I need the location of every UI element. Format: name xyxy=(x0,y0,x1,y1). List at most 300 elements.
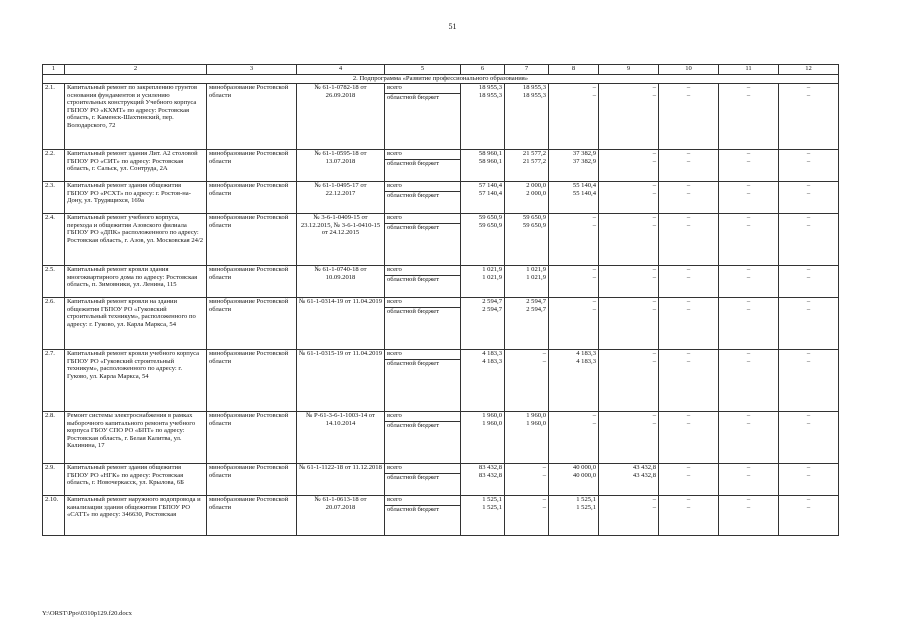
funding-source xyxy=(385,464,461,496)
amount-cell xyxy=(719,350,779,412)
funding-total-label: всего xyxy=(387,496,402,503)
amount-cell xyxy=(461,214,505,266)
amount-total: – xyxy=(686,298,691,305)
amount-regional: – xyxy=(686,419,691,427)
amount-regional: 2 594,7 xyxy=(526,305,546,313)
amount-total: – xyxy=(592,298,596,305)
amount-cell xyxy=(719,214,779,266)
object-name: Капитальный ремонт кровли здания многоквартирного дома по адресу: Ростовская область, п. Зимовники, ул. Ленина, 115 xyxy=(65,266,207,298)
responsible-org: минобразование Ростовской области xyxy=(207,150,297,182)
amount-total: 1 525,1 xyxy=(482,496,502,503)
amount-total: – xyxy=(686,214,691,221)
amount-total: – xyxy=(806,298,811,305)
amount-cell xyxy=(505,214,549,266)
amount-cell xyxy=(461,298,505,350)
funding-regional-label: областной бюджет xyxy=(385,275,460,284)
funding-regional-label: областной бюджет xyxy=(385,159,460,168)
amount-cell xyxy=(599,150,659,182)
funding-regional-label: областной бюджет xyxy=(385,307,460,316)
amount-total: – xyxy=(806,182,811,189)
amount-regional: 4 183,3 xyxy=(576,357,596,365)
responsible-org: минобразование Ростовской области xyxy=(207,412,297,464)
expertise-doc: № 61-1-0595-18 от 13.07.2018 xyxy=(297,150,385,182)
funding-source xyxy=(385,266,461,298)
section-title: 2. Подпрограмма «Развитие профессионального образования» xyxy=(43,75,839,84)
amount-total: – xyxy=(686,182,691,189)
col-header: 6 xyxy=(461,65,505,75)
amount-cell xyxy=(461,266,505,298)
amount-cell xyxy=(549,464,599,496)
amount-total: – xyxy=(806,150,811,157)
amount-regional: – xyxy=(686,189,691,197)
row-number: 2.2. xyxy=(43,150,65,182)
amount-regional: 1 960,0 xyxy=(526,419,546,427)
amount-cell xyxy=(779,214,839,266)
table-row xyxy=(43,150,839,182)
amount-total: – xyxy=(746,298,751,305)
amount-total: 1 960,0 xyxy=(526,412,546,419)
amount-total: 18 955,3 xyxy=(478,84,502,91)
amount-cell xyxy=(659,214,719,266)
amount-regional: – xyxy=(806,305,811,313)
amount-cell xyxy=(719,412,779,464)
amount-regional: – xyxy=(542,503,546,511)
amount-cell xyxy=(719,298,779,350)
amount-regional: – xyxy=(592,273,596,281)
expertise-doc: № 3-6-1-0409-15 от 23.12.2015, № 3-6-1-0410-15 от 24.12.2015 xyxy=(297,214,385,266)
amount-regional: – xyxy=(686,221,691,229)
funding-total-label: всего xyxy=(387,266,402,273)
amount-total: – xyxy=(652,298,656,305)
funding-source xyxy=(385,182,461,214)
expertise-doc: № 61-1-0740-18 от 10.09.2018 xyxy=(297,266,385,298)
amount-regional: – xyxy=(652,221,656,229)
amount-total: – xyxy=(686,350,691,357)
amount-cell xyxy=(779,150,839,182)
amount-total: – xyxy=(806,266,811,273)
amount-regional: – xyxy=(652,419,656,427)
table-row xyxy=(43,214,839,266)
amount-cell xyxy=(719,84,779,150)
amount-cell xyxy=(549,266,599,298)
funding-total-label: всего xyxy=(387,298,402,305)
amount-cell xyxy=(779,350,839,412)
funding-regional-label: областной бюджет xyxy=(385,93,460,102)
amount-regional: – xyxy=(652,305,656,313)
table-row xyxy=(43,266,839,298)
amount-total: 2 594,7 xyxy=(482,298,502,305)
col-header: 8 xyxy=(549,65,599,75)
amount-regional: – xyxy=(652,189,656,197)
object-name: Капитальный ремонт здания общежития ГБПОУ РО «РСХТ» по адресу: г. Ростов-на-Дону, ул. Трудящихся, 169а xyxy=(65,182,207,214)
amount-total: – xyxy=(746,350,751,357)
amount-total: – xyxy=(686,464,691,471)
object-name: Капитальный ремонт кровли учебного корпуса ГБПОУ РО «Гуковский строительный техникум», расположенного по адресу: г. Гуково, ул. Карла Маркса, 54 xyxy=(65,350,207,412)
funding-source xyxy=(385,214,461,266)
funding-source xyxy=(385,150,461,182)
amount-total: – xyxy=(652,84,656,91)
amount-cell xyxy=(549,298,599,350)
amount-total: – xyxy=(806,412,811,419)
amount-cell xyxy=(505,496,549,536)
amount-total: 58 960,1 xyxy=(478,150,502,157)
funding-regional-label: областной бюджет xyxy=(385,191,460,200)
amount-total: – xyxy=(542,496,546,503)
col-header: 4 xyxy=(297,65,385,75)
amount-regional: 40 000,0 xyxy=(572,471,596,479)
funding-regional-label: областной бюджет xyxy=(385,473,460,482)
row-number: 2.1. xyxy=(43,84,65,150)
amount-regional: – xyxy=(592,305,596,313)
amount-regional: – xyxy=(806,419,811,427)
expertise-doc: № 61-1-0314-19 от 11.04.2019 xyxy=(297,298,385,350)
amount-cell xyxy=(599,464,659,496)
amount-cell xyxy=(719,266,779,298)
amount-total: – xyxy=(542,464,546,471)
amount-regional: – xyxy=(746,273,751,281)
amount-cell xyxy=(549,150,599,182)
amount-cell xyxy=(549,214,599,266)
amount-total: – xyxy=(806,350,811,357)
amount-cell xyxy=(549,84,599,150)
amount-regional: – xyxy=(746,503,751,511)
funding-source xyxy=(385,350,461,412)
amount-regional: 4 183,3 xyxy=(482,357,502,365)
amount-total: – xyxy=(592,266,596,273)
amount-total: – xyxy=(686,266,691,273)
amount-regional: – xyxy=(746,157,751,165)
amount-total: 4 183,3 xyxy=(482,350,502,357)
responsible-org: минобразование Ростовской области xyxy=(207,496,297,536)
amount-total: – xyxy=(806,214,811,221)
amount-regional: – xyxy=(746,305,751,313)
amount-regional: – xyxy=(652,503,656,511)
amount-cell xyxy=(461,150,505,182)
amount-regional: – xyxy=(746,91,751,99)
amount-total: – xyxy=(746,464,751,471)
object-name: Капитальный ремонт здания общежития ГБПОУ РО «НГК» по адресу: Ростовская область, г. Новочеркасск, ул. Крылова, 6Б xyxy=(65,464,207,496)
amount-total: – xyxy=(652,150,656,157)
amount-cell xyxy=(719,150,779,182)
amount-regional: – xyxy=(592,91,596,99)
funding-source xyxy=(385,298,461,350)
amount-regional: – xyxy=(652,91,656,99)
amount-cell xyxy=(719,464,779,496)
table-row xyxy=(43,350,839,412)
row-number: 2.6. xyxy=(43,298,65,350)
expertise-doc: № 61-1-0613-18 от 20.07.2018 xyxy=(297,496,385,536)
amount-total: – xyxy=(652,350,656,357)
amount-regional: 21 577,2 xyxy=(522,157,546,165)
amount-regional: 2 000,0 xyxy=(526,189,546,197)
amount-regional: – xyxy=(686,91,691,99)
amount-cell xyxy=(549,182,599,214)
amount-total: 55 140,4 xyxy=(572,182,596,189)
amount-total: – xyxy=(686,412,691,419)
amount-cell xyxy=(505,182,549,214)
amount-cell xyxy=(779,266,839,298)
program-table xyxy=(42,64,839,536)
amount-cell xyxy=(599,412,659,464)
amount-total: – xyxy=(686,496,691,503)
amount-cell xyxy=(719,182,779,214)
responsible-org: минобразование Ростовской области xyxy=(207,182,297,214)
responsible-org: минобразование Ростовской области xyxy=(207,214,297,266)
amount-regional: 43 432,8 xyxy=(632,471,656,479)
object-name: Ремонт системы электроснабжения в рамках выборочного капитального ремонта учебного корпуса ГБОУ СПО РО «БПТ» по адресу: Ростовская область, г. Белая Калитва, ул. Калинина, 17 xyxy=(65,412,207,464)
amount-regional: – xyxy=(806,357,811,365)
amount-regional: – xyxy=(806,221,811,229)
amount-total: 21 577,2 xyxy=(522,150,546,157)
expertise-doc: № 61-1-1122-18 от 11.12.2018 xyxy=(297,464,385,496)
amount-cell xyxy=(779,84,839,150)
amount-regional: – xyxy=(806,471,811,479)
expertise-doc: № 61-1-0495-17 от 22.12.2017 xyxy=(297,182,385,214)
amount-total: 18 955,3 xyxy=(522,84,546,91)
amount-regional: 1 960,0 xyxy=(482,419,502,427)
expertise-doc: № 61-1-0315-19 от 11.04.2019 xyxy=(297,350,385,412)
row-number: 2.9. xyxy=(43,464,65,496)
amount-regional: – xyxy=(746,221,751,229)
table-row xyxy=(43,298,839,350)
amount-total: – xyxy=(686,150,691,157)
expertise-doc: № Р-61-3-6-1-1003-14 от 14.10.2014 xyxy=(297,412,385,464)
amount-total: 2 594,7 xyxy=(526,298,546,305)
responsible-org: минобразование Ростовской области xyxy=(207,464,297,496)
amount-total: 43 432,8 xyxy=(632,464,656,471)
amount-cell xyxy=(599,298,659,350)
amount-total: – xyxy=(652,214,656,221)
amount-total: – xyxy=(806,464,811,471)
row-number: 2.4. xyxy=(43,214,65,266)
amount-regional: 1 021,9 xyxy=(526,273,546,281)
amount-regional: – xyxy=(686,471,691,479)
table-row xyxy=(43,464,839,496)
amount-cell xyxy=(505,298,549,350)
page-number: 51 xyxy=(448,22,457,31)
amount-total: 1 525,1 xyxy=(576,496,596,503)
table-row xyxy=(43,182,839,214)
row-number: 2.7. xyxy=(43,350,65,412)
amount-total: – xyxy=(652,496,656,503)
amount-cell xyxy=(505,412,549,464)
amount-total: – xyxy=(746,84,751,91)
amount-cell xyxy=(461,464,505,496)
amount-cell xyxy=(599,350,659,412)
amount-cell xyxy=(461,350,505,412)
amount-total: 83 432,8 xyxy=(478,464,502,471)
col-header: 11 xyxy=(719,65,779,75)
amount-regional: – xyxy=(746,189,751,197)
funding-source xyxy=(385,496,461,536)
amount-regional: 58 960,1 xyxy=(478,157,502,165)
col-header: 1 xyxy=(43,65,65,75)
amount-regional: 2 594,7 xyxy=(482,305,502,313)
amount-total: – xyxy=(806,496,811,503)
amount-total: – xyxy=(806,84,811,91)
expertise-doc: № 61-1-0782-18 от 26.09.2018 xyxy=(297,84,385,150)
amount-regional: – xyxy=(686,503,691,511)
amount-cell xyxy=(719,496,779,536)
funding-regional-label: областной бюджет xyxy=(385,359,460,368)
amount-cell xyxy=(779,496,839,536)
amount-cell xyxy=(461,496,505,536)
amount-total: – xyxy=(686,84,691,91)
amount-regional: 59 650,9 xyxy=(522,221,546,229)
amount-regional: – xyxy=(806,503,811,511)
amount-total: 37 382,9 xyxy=(572,150,596,157)
amount-cell xyxy=(549,412,599,464)
amount-total: – xyxy=(652,266,656,273)
responsible-org: минобразование Ростовской области xyxy=(207,266,297,298)
amount-cell xyxy=(779,464,839,496)
amount-regional: 37 382,9 xyxy=(572,157,596,165)
amount-regional: – xyxy=(592,221,596,229)
row-number: 2.5. xyxy=(43,266,65,298)
amount-cell xyxy=(659,350,719,412)
object-name: Капитальный ремонт здания Лит. А2 столовой ГБПОУ РО «СИТ» по адресу: Ростовская область, г. Сальск, ул. Сонтруда, 2А xyxy=(65,150,207,182)
amount-regional: – xyxy=(806,189,811,197)
amount-regional: – xyxy=(652,157,656,165)
amount-total: 4 183,3 xyxy=(576,350,596,357)
amount-total: – xyxy=(592,84,596,91)
funding-total-label: всего xyxy=(387,464,402,471)
amount-cell xyxy=(659,496,719,536)
object-name: Капитальный ремонт учебного корпуса, перехода и общежития Азовского филиала ГБПОУ РО «ДПК» расположенного по адресу: Ростовская область, г. Азов, ул. Московская 24/2 xyxy=(65,214,207,266)
col-header: 3 xyxy=(207,65,297,75)
responsible-org: минобразование Ростовской области xyxy=(207,350,297,412)
amount-total: 1 021,9 xyxy=(526,266,546,273)
funding-regional-label: областной бюджет xyxy=(385,223,460,232)
amount-total: 1 021,9 xyxy=(482,266,502,273)
funding-total-label: всего xyxy=(387,214,402,221)
funding-total-label: всего xyxy=(387,412,402,419)
amount-cell xyxy=(505,464,549,496)
amount-total: – xyxy=(746,496,751,503)
amount-cell xyxy=(461,182,505,214)
amount-regional: 83 432,8 xyxy=(478,471,502,479)
funding-regional-label: областной бюджет xyxy=(385,421,460,430)
amount-regional: – xyxy=(806,273,811,281)
table-row xyxy=(43,84,839,150)
amount-regional: – xyxy=(686,305,691,313)
amount-cell xyxy=(659,182,719,214)
amount-cell xyxy=(549,350,599,412)
responsible-org: минобразование Ростовской области xyxy=(207,84,297,150)
amount-cell xyxy=(779,182,839,214)
amount-cell xyxy=(599,266,659,298)
amount-total: 59 650,9 xyxy=(478,214,502,221)
amount-cell xyxy=(659,464,719,496)
amount-total: 59 650,9 xyxy=(522,214,546,221)
amount-cell xyxy=(659,150,719,182)
amount-regional: – xyxy=(542,471,546,479)
amount-regional: – xyxy=(652,273,656,281)
amount-total: – xyxy=(746,214,751,221)
amount-regional: – xyxy=(806,91,811,99)
funding-source xyxy=(385,412,461,464)
amount-cell xyxy=(505,84,549,150)
amount-cell xyxy=(505,150,549,182)
amount-regional: – xyxy=(686,157,691,165)
amount-regional: 55 140,4 xyxy=(572,189,596,197)
amount-cell xyxy=(505,266,549,298)
amount-cell xyxy=(549,496,599,536)
amount-regional: 57 140,4 xyxy=(478,189,502,197)
amount-regional: – xyxy=(686,357,691,365)
amount-regional: – xyxy=(652,357,656,365)
amount-total: – xyxy=(652,412,656,419)
amount-cell xyxy=(659,412,719,464)
amount-total: 40 000,0 xyxy=(572,464,596,471)
amount-total: – xyxy=(746,150,751,157)
object-name: Капитальный ремонт кровли на здании общежития ГБПОУ РО «Гуковский строительный техникум», расположенного по адресу: г. Гуково, ул. Карла Маркса, 54 xyxy=(65,298,207,350)
col-header: 12 xyxy=(779,65,839,75)
table-row xyxy=(43,496,839,536)
amount-cell xyxy=(659,298,719,350)
amount-total: – xyxy=(592,412,596,419)
amount-total: – xyxy=(746,266,751,273)
amount-regional: – xyxy=(806,157,811,165)
amount-cell xyxy=(779,298,839,350)
amount-cell xyxy=(599,84,659,150)
amount-total: 57 140,4 xyxy=(478,182,502,189)
amount-total: 1 960,0 xyxy=(482,412,502,419)
amount-total: – xyxy=(746,412,751,419)
amount-regional: – xyxy=(542,357,546,365)
amount-regional: 18 955,3 xyxy=(478,91,502,99)
col-header: 2 xyxy=(65,65,207,75)
amount-regional: 1 525,1 xyxy=(482,503,502,511)
amount-regional: – xyxy=(686,273,691,281)
funding-total-label: всего xyxy=(387,350,402,357)
responsible-org: минобразование Ростовской области xyxy=(207,298,297,350)
amount-regional: 1 525,1 xyxy=(576,503,596,511)
header-row xyxy=(43,65,839,75)
row-number: 2.3. xyxy=(43,182,65,214)
amount-regional: – xyxy=(746,357,751,365)
funding-total-label: всего xyxy=(387,84,402,91)
amount-total: – xyxy=(652,182,656,189)
funding-total-label: всего xyxy=(387,150,402,157)
col-header: 7 xyxy=(505,65,549,75)
amount-total: 2 000,0 xyxy=(526,182,546,189)
amount-regional: 18 955,3 xyxy=(522,91,546,99)
amount-cell xyxy=(659,84,719,150)
amount-cell xyxy=(505,350,549,412)
amount-regional: – xyxy=(746,419,751,427)
section-row xyxy=(43,75,839,84)
amount-cell xyxy=(779,412,839,464)
amount-cell xyxy=(599,182,659,214)
amount-total: – xyxy=(592,214,596,221)
funding-source xyxy=(385,84,461,150)
amount-regional: 59 650,9 xyxy=(478,221,502,229)
amount-regional: – xyxy=(746,471,751,479)
row-number: 2.8. xyxy=(43,412,65,464)
amount-cell xyxy=(659,266,719,298)
funding-regional-label: областной бюджет xyxy=(385,505,460,514)
amount-total: – xyxy=(542,350,546,357)
file-path: Y:\ORST\Ppo\0310p129.f20.docx xyxy=(42,610,132,617)
col-header: 5 xyxy=(385,65,461,75)
object-name: Капитальный ремонт наружного водопровода и канализации здания общежития ГБПОУ РО «САТТ» по адресу: 346630, Ростовская xyxy=(65,496,207,536)
amount-cell xyxy=(599,214,659,266)
row-number: 2.10. xyxy=(43,496,65,536)
amount-regional: 1 021,9 xyxy=(482,273,502,281)
object-name: Капитальный ремонт по закреплению грунтов основания фундаментов и усилению строительных конструкций Учебного корпуса ГБПОУ РО «КХМТ» по адресу: Ростовская область, г. Каменск-Шахтинский, пер. Володарского, 72 xyxy=(65,84,207,150)
col-header: 9 xyxy=(599,65,659,75)
